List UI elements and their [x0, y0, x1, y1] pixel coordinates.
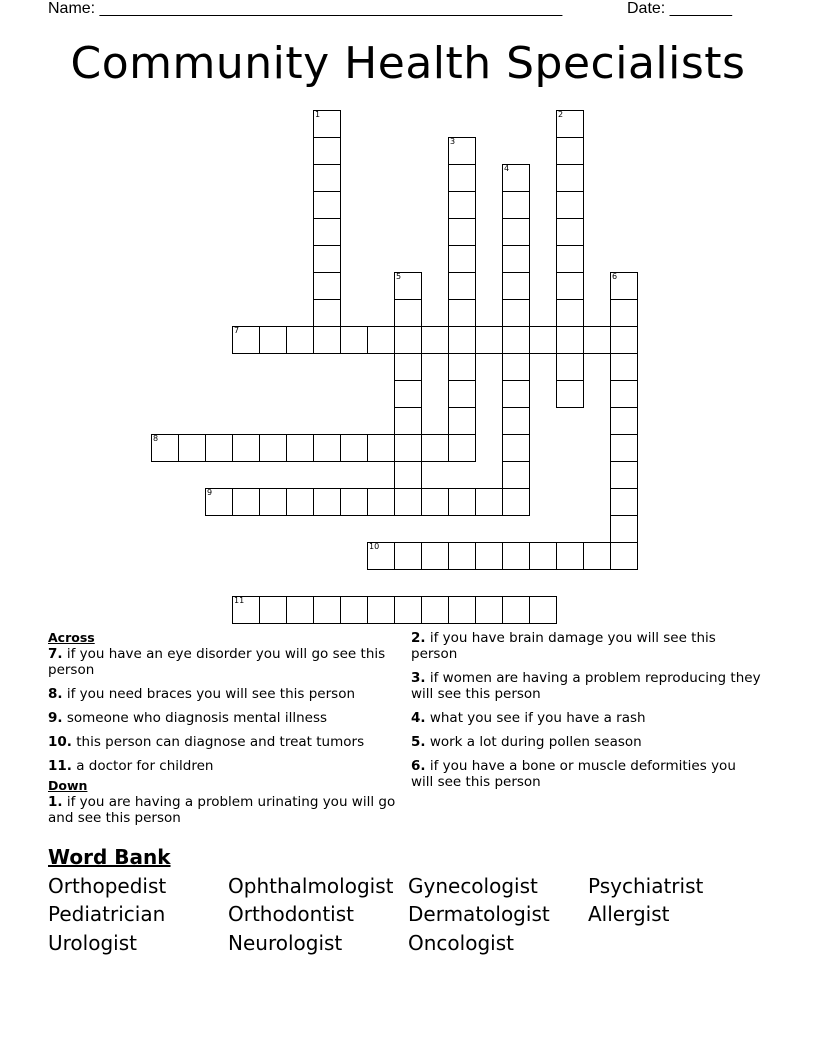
clue-across-10 [48, 734, 398, 750]
grid-cell[interactable] [232, 434, 260, 462]
grid-cell[interactable] [394, 461, 422, 489]
page-title: Community Health Specialists [70, 38, 746, 89]
grid-cell[interactable] [286, 326, 314, 354]
word-bank-title: Word Bank [48, 845, 171, 869]
grid-cell[interactable] [178, 434, 206, 462]
clue-text: a doctor for children [76, 758, 214, 774]
grid-cell[interactable] [448, 542, 476, 570]
grid-cell[interactable] [556, 380, 584, 408]
clue-number-label: 4 [504, 164, 510, 173]
grid-cell[interactable] [286, 434, 314, 462]
grid-cell[interactable] [394, 299, 422, 327]
grid-cell[interactable] [259, 596, 287, 624]
grid-cell[interactable] [448, 326, 476, 354]
clue-down-2 [411, 630, 761, 662]
grid-cell[interactable] [340, 596, 368, 624]
clue-number-label: 7 [234, 326, 240, 335]
grid-cell[interactable] [529, 326, 557, 354]
clue-number: 10. [48, 734, 72, 750]
clue-text: if you are having a problem urinating you will go and see this person [48, 794, 396, 826]
clue-text: if you have a bone or muscle deformities you will see this person [411, 758, 736, 790]
grid-cell[interactable] [556, 164, 584, 192]
clue-across-11 [48, 758, 398, 774]
grid-cell[interactable] [394, 326, 422, 354]
grid-cell[interactable] [205, 488, 233, 516]
clue-number: 5. [411, 734, 426, 750]
grid-cell[interactable] [151, 434, 179, 462]
grid-cell[interactable] [232, 326, 260, 354]
clue-number-label: 6 [612, 272, 618, 281]
grid-cell[interactable] [313, 245, 341, 273]
grid-cell[interactable] [421, 434, 449, 462]
grid-cell[interactable] [529, 542, 557, 570]
clue-number-label: 5 [396, 272, 402, 281]
grid-cell[interactable] [421, 542, 449, 570]
clue-number-label: 1 [315, 110, 321, 119]
grid-cell[interactable] [475, 596, 503, 624]
grid-cell[interactable] [367, 488, 395, 516]
clue-down-4 [411, 710, 761, 726]
grid-cell[interactable] [583, 326, 611, 354]
grid-cell[interactable] [502, 191, 530, 219]
clue-column-right [411, 630, 761, 798]
clue-across-7 [48, 646, 398, 678]
grid-cell[interactable] [367, 326, 395, 354]
grid-cell[interactable] [394, 488, 422, 516]
grid-cell[interactable] [610, 353, 638, 381]
grid-cell[interactable] [502, 434, 530, 462]
grid-cell[interactable] [448, 380, 476, 408]
word-bank-item: Pediatrician [48, 902, 166, 926]
grid-cell[interactable] [394, 434, 422, 462]
grid-cell[interactable] [502, 380, 530, 408]
grid-cell[interactable] [313, 164, 341, 192]
grid-cell[interactable] [610, 434, 638, 462]
word-bank-item: Dermatologist [408, 902, 550, 926]
grid-cell[interactable] [448, 488, 476, 516]
word-bank-item: Urologist [48, 931, 137, 955]
clue-number: 9. [48, 710, 63, 726]
grid-cell[interactable] [448, 164, 476, 192]
clue-text: what you see if you have a rash [429, 710, 646, 726]
clue-down-5 [411, 734, 761, 750]
grid-cell[interactable] [475, 326, 503, 354]
grid-cell[interactable] [448, 191, 476, 219]
clue-text: someone who diagnosis mental illness [66, 710, 328, 726]
grid-cell[interactable] [502, 488, 530, 516]
grid-cell[interactable] [610, 515, 638, 543]
clue-number-label: 9 [207, 488, 213, 497]
grid-cell[interactable] [448, 407, 476, 435]
grid-cell[interactable] [610, 272, 638, 300]
grid-cell[interactable] [502, 596, 530, 624]
clue-number-label: 8 [153, 434, 159, 443]
word-bank-item: Ophthalmologist [228, 874, 394, 898]
grid-cell[interactable] [448, 434, 476, 462]
clue-number: 11. [48, 758, 72, 774]
grid-cell[interactable] [259, 326, 287, 354]
clue-text: if women are having a problem reproducing they will see this person [411, 670, 761, 702]
grid-cell[interactable] [421, 488, 449, 516]
clue-across-8 [48, 686, 398, 702]
grid-cell[interactable] [232, 488, 260, 516]
grid-cell[interactable] [448, 272, 476, 300]
clue-text: this person can diagnose and treat tumors [76, 734, 365, 750]
grid-cell[interactable] [313, 137, 341, 165]
clue-down-3 [411, 670, 761, 702]
grid-cell[interactable] [313, 326, 341, 354]
clue-text: work a lot during pollen season [429, 734, 642, 750]
grid-cell[interactable] [502, 407, 530, 435]
clue-number-label: 10 [369, 542, 380, 551]
grid-cell[interactable] [340, 488, 368, 516]
grid-cell[interactable] [232, 596, 260, 624]
grid-cell[interactable] [394, 407, 422, 435]
grid-cell[interactable] [448, 137, 476, 165]
grid-cell[interactable] [367, 542, 395, 570]
grid-cell[interactable] [313, 434, 341, 462]
grid-cell[interactable] [313, 488, 341, 516]
grid-cell[interactable] [610, 542, 638, 570]
clue-number: 4. [411, 710, 426, 726]
grid-cell[interactable] [610, 461, 638, 489]
grid-cell[interactable] [502, 299, 530, 327]
grid-cell[interactable] [394, 380, 422, 408]
grid-cell[interactable] [556, 191, 584, 219]
word-bank-item: Oncologist [408, 931, 514, 955]
grid-cell[interactable] [556, 326, 584, 354]
grid-cell[interactable] [556, 137, 584, 165]
grid-cell[interactable] [313, 110, 341, 138]
word-bank-item: Allergist [588, 902, 670, 926]
grid-cell[interactable] [313, 218, 341, 246]
grid-cell[interactable] [448, 353, 476, 381]
grid-cell[interactable] [421, 596, 449, 624]
grid-cell[interactable] [529, 596, 557, 624]
word-bank-item: Neurologist [228, 931, 343, 955]
grid-cell[interactable] [475, 542, 503, 570]
grid-cell[interactable] [502, 272, 530, 300]
clue-text: if you have an eye disorder you will go see this person [48, 646, 386, 678]
grid-cell[interactable] [394, 542, 422, 570]
clue-column-left [48, 630, 398, 834]
grid-cell[interactable] [556, 299, 584, 327]
grid-cell[interactable] [367, 434, 395, 462]
grid-cell[interactable] [367, 596, 395, 624]
word-bank-item: Orthopedist [48, 874, 167, 898]
grid-cell[interactable] [610, 299, 638, 327]
word-bank-item: Gynecologist [408, 874, 538, 898]
grid-cell[interactable] [610, 326, 638, 354]
grid-cell[interactable] [556, 245, 584, 273]
clue-down-6 [411, 758, 761, 790]
grid-cell[interactable] [286, 596, 314, 624]
grid-cell[interactable] [313, 299, 341, 327]
down-heading: Down [48, 778, 88, 793]
word-bank-item: Psychiatrist [588, 874, 704, 898]
grid-cell[interactable] [448, 299, 476, 327]
grid-cell[interactable] [421, 326, 449, 354]
clue-number: 8. [48, 686, 63, 702]
clue-number: 2. [411, 630, 426, 646]
grid-cell[interactable] [556, 272, 584, 300]
grid-cell[interactable] [502, 164, 530, 192]
grid-cell[interactable] [610, 407, 638, 435]
grid-cell[interactable] [340, 434, 368, 462]
grid-cell[interactable] [394, 596, 422, 624]
grid-cell[interactable] [313, 272, 341, 300]
grid-cell[interactable] [556, 353, 584, 381]
grid-cell[interactable] [502, 353, 530, 381]
grid-cell[interactable] [556, 218, 584, 246]
grid-cell[interactable] [394, 353, 422, 381]
grid-cell[interactable] [313, 596, 341, 624]
grid-cell[interactable] [502, 245, 530, 273]
clue-text: if you have brain damage you will see this person [411, 630, 716, 662]
grid-cell[interactable] [448, 218, 476, 246]
grid-cell[interactable] [583, 542, 611, 570]
name-field-label: Name: ____________________________________________________ [48, 0, 563, 17]
clue-down-1 [48, 794, 398, 826]
clue-number: 6. [411, 758, 426, 774]
grid-cell[interactable] [259, 434, 287, 462]
clue-across-9 [48, 710, 398, 726]
word-bank-item: Orthodontist [228, 902, 354, 926]
grid-cell[interactable] [448, 596, 476, 624]
across-heading: Across [48, 630, 95, 645]
clue-number: 1. [48, 794, 63, 810]
grid-cell[interactable] [448, 245, 476, 273]
grid-cell[interactable] [259, 488, 287, 516]
grid-cell[interactable] [475, 488, 503, 516]
grid-cell[interactable] [313, 191, 341, 219]
grid-cell[interactable] [502, 326, 530, 354]
grid-cell[interactable] [205, 434, 233, 462]
grid-cell[interactable] [502, 461, 530, 489]
clue-text: if you need braces you will see this person [66, 686, 356, 702]
clue-number: 7. [48, 646, 63, 662]
clue-number-label: 3 [450, 137, 456, 146]
grid-cell[interactable] [502, 542, 530, 570]
grid-cell[interactable] [610, 488, 638, 516]
grid-cell[interactable] [610, 380, 638, 408]
clue-number: 3. [411, 670, 426, 686]
clue-number-label: 2 [558, 110, 564, 119]
grid-cell[interactable] [286, 488, 314, 516]
grid-cell[interactable] [502, 218, 530, 246]
date-field-label: Date: _______ [627, 0, 732, 17]
grid-cell[interactable] [394, 272, 422, 300]
grid-cell[interactable] [340, 326, 368, 354]
grid-cell[interactable] [556, 542, 584, 570]
grid-cell[interactable] [556, 110, 584, 138]
clue-number-label: 11 [234, 596, 245, 605]
